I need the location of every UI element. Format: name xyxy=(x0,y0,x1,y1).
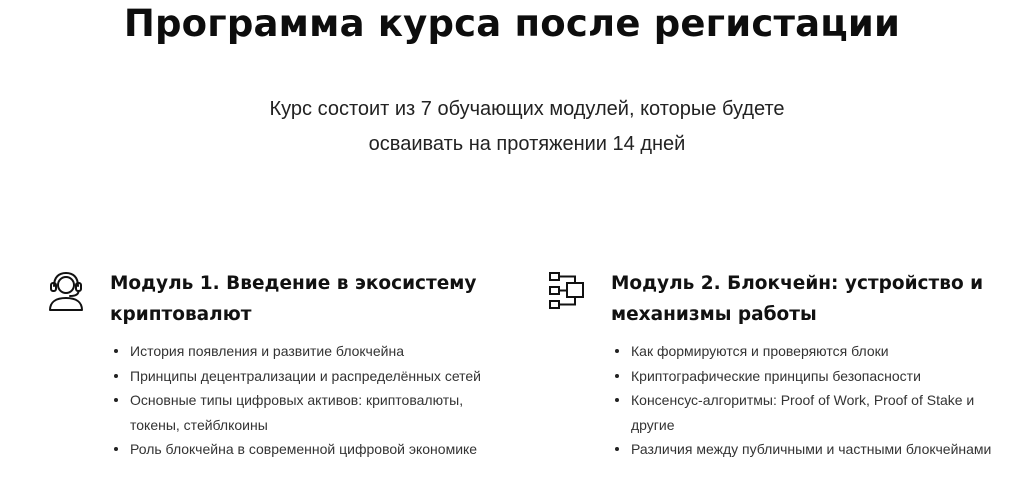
page-subtitle-line-2: осваивать на протяжении 14 дней xyxy=(368,133,686,155)
flowchart-icon xyxy=(547,270,587,312)
module-2-topic-list xyxy=(615,339,991,462)
module-1-title xyxy=(110,268,476,330)
module-1-title-line-1: Модуль 1. Введение в экосистему xyxy=(110,273,477,294)
support-agent-icon xyxy=(46,270,86,312)
module-2-title-line-1: Модуль 2. Блокчейн: устройство и xyxy=(611,273,984,294)
list-item: Различия между публичными и частными блокчейнами xyxy=(615,437,991,462)
page-title: Программа курса после регистации xyxy=(123,2,901,45)
page-subtitle-line-1: Курс состоит из 7 обучающих модулей, которые будете xyxy=(269,98,785,120)
module-2-title-line-2: механизмы работы xyxy=(611,304,817,325)
list-item: Консенсус-алгоритмы: Proof of Work, Proof of Stake и другие xyxy=(615,388,991,437)
module-1-title-line-2: криптовалют xyxy=(110,304,252,325)
list-item: Криптографические принципы безопасности xyxy=(615,364,991,389)
list-item: Роль блокчейна в современной цифровой экономике xyxy=(114,437,481,462)
list-item: Как формируются и проверяются блоки xyxy=(615,339,991,364)
module-1-topic-list xyxy=(114,339,481,462)
module-2-title xyxy=(611,268,983,330)
list-item: Принципы децентрализации и распределённых сетей xyxy=(114,364,481,389)
list-item: Основные типы цифровых активов: криптовалюты, токены, стейблкоины xyxy=(114,388,481,437)
list-item: История появления и развитие блокчейна xyxy=(114,339,481,364)
